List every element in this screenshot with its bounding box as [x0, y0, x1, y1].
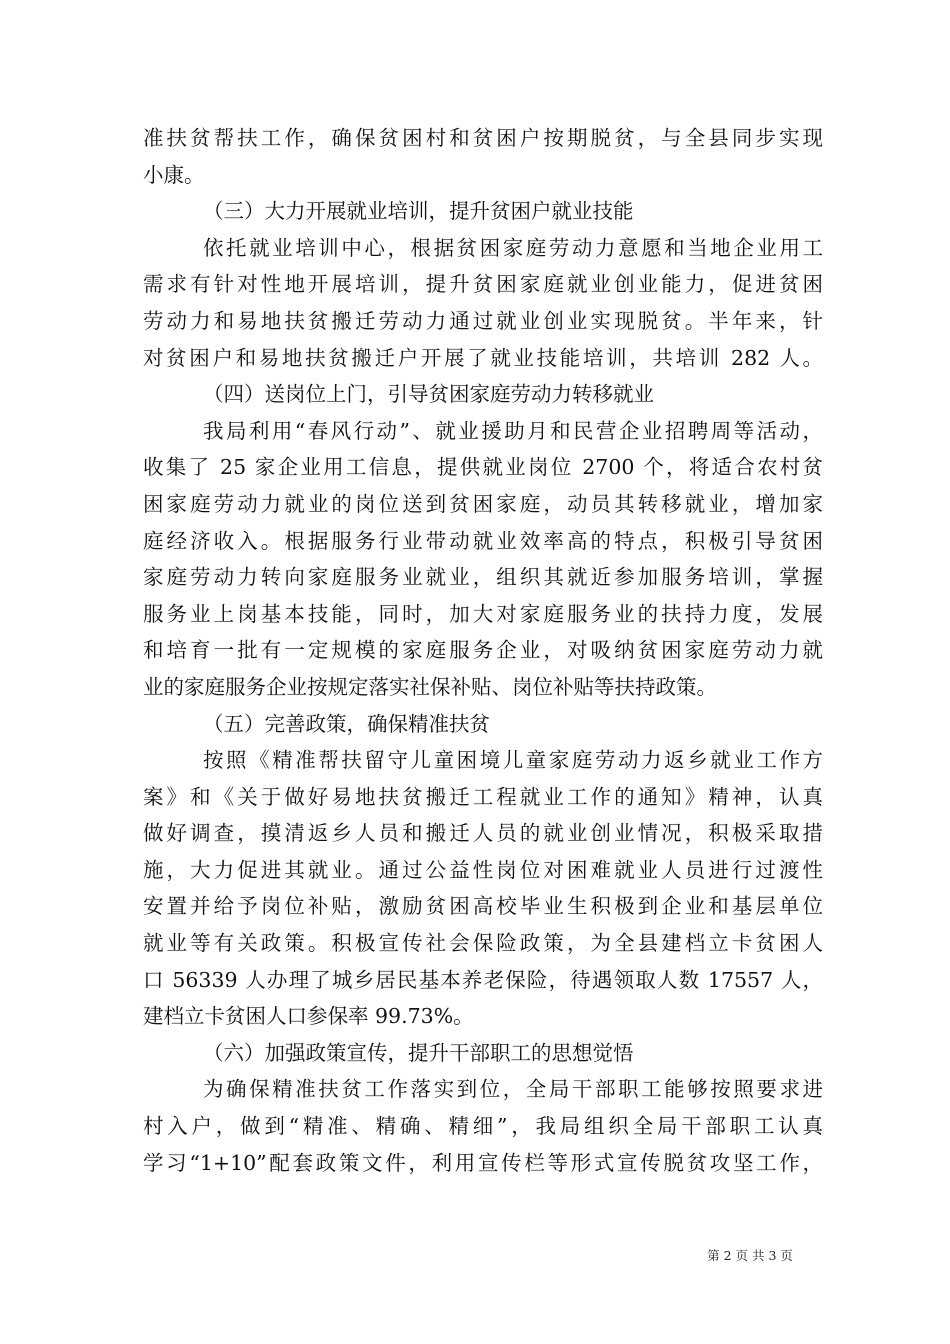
- body-line: 我局利用“春风行动”、就业援助月和民营企业招聘周等活动，: [203, 418, 823, 443]
- body-line: 建档立卡贫困人口参保率 99.73%。: [143, 1004, 474, 1029]
- section-heading-3: （三）大力开展就业培训，提升贫困户就业技能: [203, 199, 634, 224]
- body-line: 和培育一批有一定规模的家庭服务企业，对吸纳贫困家庭劳动力就: [143, 638, 823, 663]
- body-line: 服务业上岗基本技能，同时，加大对家庭服务业的扶持力度，发展: [143, 601, 823, 626]
- body-line: 就业等有关政策。积极宣传社会保险政策，为全县建档立卡贫困人: [143, 931, 823, 956]
- body-line: 收集了 25 家企业用工信息，提供就业岗位 2700 个，将适合农村贫: [143, 455, 823, 480]
- body-line: 学习“1+10”配套政策文件，利用宣传栏等形式宣传脱贫攻坚工作，: [143, 1150, 823, 1175]
- body-line: 依托就业培训中心，根据贫困家庭劳动力意愿和当地企业用工: [203, 235, 823, 260]
- body-line: 业的家庭服务企业按规定落实社保补贴、岗位补贴等扶持政策。: [143, 674, 717, 699]
- body-line: 按照《精准帮扶留守儿童困境儿童家庭劳动力返乡就业工作方: [203, 748, 823, 773]
- body-line: 对贫困户和易地扶贫搬迁户开展了就业技能培训，共培训 282 人。: [143, 345, 823, 370]
- body-line: 家庭劳动力转向家庭服务业就业，组织其就近参加服务培训，掌握: [143, 565, 823, 590]
- body-line: 施，大力促进其就业。通过公益性岗位对困难就业人员进行过渡性: [143, 857, 823, 882]
- document-body: [143, 120, 823, 1181]
- body-line: 口 56339 人办理了城乡居民基本养老保险，待遇领取人数 17557 人，: [143, 967, 823, 992]
- body-line: 需求有针对性地开展培训，提升贫困家庭就业创业能力，促进贫困: [143, 272, 823, 297]
- section-heading-6: （六）加强政策宣传，提升干部职工的思想觉悟: [203, 1040, 634, 1065]
- body-line: 案》和《关于做好易地扶贫搬迁工程就业工作的通知》精神，认真: [143, 784, 823, 809]
- body-line: 庭经济收入。根据服务行业带动就业效率高的特点，积极引导贫困: [143, 528, 823, 553]
- body-line: 小康。: [143, 162, 205, 187]
- body-line: 安置并给予岗位补贴，激励贫困高校毕业生积极到企业和基层单位: [143, 894, 823, 919]
- section-heading-5: （五）完善政策，确保精准扶贫: [203, 711, 490, 736]
- body-line: 准扶贫帮扶工作，确保贫困村和贫困户按期脱贫，与全县同步实现: [143, 126, 823, 150]
- body-line: 为确保精准扶贫工作落实到位，全局干部职工能够按照要求进: [203, 1077, 823, 1102]
- section-heading-4: （四）送岗位上门，引导贫困家庭劳动力转移就业: [203, 382, 654, 407]
- page-number: 第 2 页 共 3 页: [707, 1248, 793, 1263]
- body-line: 困家庭劳动力就业的岗位送到贫困家庭，动员其转移就业，增加家: [143, 491, 823, 516]
- body-line: 劳动力和易地扶贫搬迁劳动力通过就业创业实现脱贫。半年来，针: [143, 308, 823, 333]
- body-line: 做好调查，摸清返乡人员和搬迁人员的就业创业情况，积极采取措: [143, 821, 823, 846]
- body-line: 村入户，做到“精准、精确、精细”，我局组织全局干部职工认真: [143, 1114, 823, 1139]
